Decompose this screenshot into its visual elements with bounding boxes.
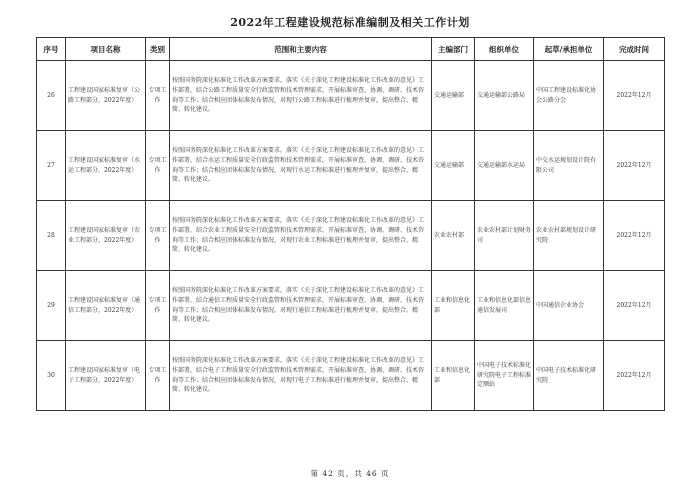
cell-type: 专项工作 xyxy=(146,131,170,201)
cell-dept: 工业和信息化部 xyxy=(432,271,475,341)
cell-name: 工程建设国家标准复审（通信工程部分，2022年度） xyxy=(66,271,146,341)
cell-type: 专项工作 xyxy=(146,61,170,131)
cell-content: 按照国务院深化标准化工作改革方案要求，落实《关于深化工程建设标准化工作改革的意见》工作部署，结合水运工程质量安全行政监管和技术管理需求，开展标准审查、协调、调研、技术咨询等工作；结合相应团体标准发布情况，对现行水运工程标准进行梳理并复审，提出整合、精简、转化建议。 xyxy=(170,131,432,201)
cell-name: 工程建设国家标准复审（农业工程部分，2022年度） xyxy=(66,201,146,271)
cell-dept: 交通运输部 xyxy=(432,61,475,131)
header-drafter xyxy=(534,38,604,61)
cell-drafter: 中交水运规划设计院有限公司 xyxy=(534,131,604,201)
header-type: 类别 xyxy=(146,38,170,61)
cell-drafter: 中国工程建设标准化协会公路分会 xyxy=(534,61,604,131)
cell-content: 按照国务院深化标准化工作改革方案要求，落实《关于深化工程建设标准化工作改革的意见》工作部署，结合公路工程质量安全行政监管和技术管理需求，开展标准审查、协调、调研、技术咨询等工作；结合相应团体标准发布情况，对现行公路工程标准进行梳理并复审，提出整合、精简、转化建议。 xyxy=(170,61,432,131)
cell-org: 交通运输部水运局 xyxy=(475,131,534,201)
header-org: 组织单位 xyxy=(475,38,534,61)
header-name: 项目名称 xyxy=(66,38,146,61)
cell-content: 按照国务院深化标准化工作改革方案要求，落实《关于深化工程建设标准化工作改革的意见》工作部署，结合电子工程质量安全行政监管和技术管理需求，开展标准审查、协调、调研、技术咨询等工作；结合相应团体标准发布情况，对现行电子工程标准进行梳理并复审，提出整合、精简、转化建议。 xyxy=(170,341,432,411)
header-dept: 主编部门 xyxy=(432,38,475,61)
cell-type: 专项工作 xyxy=(146,341,170,411)
cell-org: 交通运输部公路局 xyxy=(475,61,534,131)
table-row xyxy=(37,61,665,131)
cell-name: 工程建设国家标准复审（电子工程部分，2022年度） xyxy=(66,341,146,411)
cell-num: 26 xyxy=(37,61,66,131)
cell-org: 农业农村部计划财务司 xyxy=(475,201,534,271)
cell-name: 工程建设国家标准复审（水运工程部分，2022年度） xyxy=(66,131,146,201)
table-row xyxy=(37,271,665,341)
cell-date: 2022年12月 xyxy=(604,131,665,201)
cell-drafter: 中国通信企业协会 xyxy=(534,271,604,341)
cell-name: 工程建设国家标准复审（公路工程部分，2022年度） xyxy=(66,61,146,131)
header-num: 序号 xyxy=(37,38,66,61)
cell-date: 2022年12月 xyxy=(604,61,665,131)
cell-dept: 交通运输部 xyxy=(432,131,475,201)
cell-date: 2022年12月 xyxy=(604,271,665,341)
header-drafter-label: 起草/承担单位 xyxy=(544,44,593,54)
table-row xyxy=(37,201,665,271)
table-header-row xyxy=(37,38,665,61)
cell-num: 30 xyxy=(37,341,66,411)
cell-drafter: 农业农村部规划设计研究院 xyxy=(534,201,604,271)
page-footer: 第 42 页，共 46 页 xyxy=(310,469,390,478)
cell-date: 2022年12月 xyxy=(604,201,665,271)
header-date: 完成时间 xyxy=(604,38,665,61)
cell-drafter: 中国电子技术标准化研究院 xyxy=(534,341,604,411)
cell-content: 按照国务院深化标准化工作改革方案要求，落实《关于深化工程建设标准化工作改革的意见》工作部署，结合农业工程质量安全行政监管和技术管理需求，开展标准审查、协调、调研、技术咨询等工作；结合相应团体标准发布情况，对现行农业工程标准进行梳理并复审，提出整合、精简、转化建议。 xyxy=(170,201,432,271)
cell-content: 按照国务院深化标准化工作改革方案要求，落实《关于深化工程建设标准化工作改革的意见》工作部署，结合通信工程质量安全行政监管和技术管理需求，开展标准审查、协调、调研、技术咨询等工作；结合相应团体标准发布情况，对现行通信工程标准进行梳理并复审，提出整合、精简、转化建议。 xyxy=(170,271,432,341)
page-title: 2022年工程建设规范标准编制及相关工作计划 xyxy=(230,16,470,29)
cell-dept: 农业农村部 xyxy=(432,201,475,271)
cell-org: 工业和信息化部信息通信发展司 xyxy=(475,271,534,341)
table-row xyxy=(37,131,665,201)
work-plan-table xyxy=(36,37,665,411)
cell-num: 29 xyxy=(37,271,66,341)
cell-org: 中国电子技术标准化研究院电子工程标准定额站 xyxy=(475,341,534,411)
table-row xyxy=(37,341,665,411)
header-content: 范围和主要内容 xyxy=(170,38,432,61)
cell-date: 2022年12月 xyxy=(604,341,665,411)
cell-num: 27 xyxy=(37,131,66,201)
cell-type: 专项工作 xyxy=(146,201,170,271)
cell-type: 专项工作 xyxy=(146,271,170,341)
cell-dept: 工业和信息化部 xyxy=(432,341,475,411)
cell-num: 28 xyxy=(37,201,66,271)
